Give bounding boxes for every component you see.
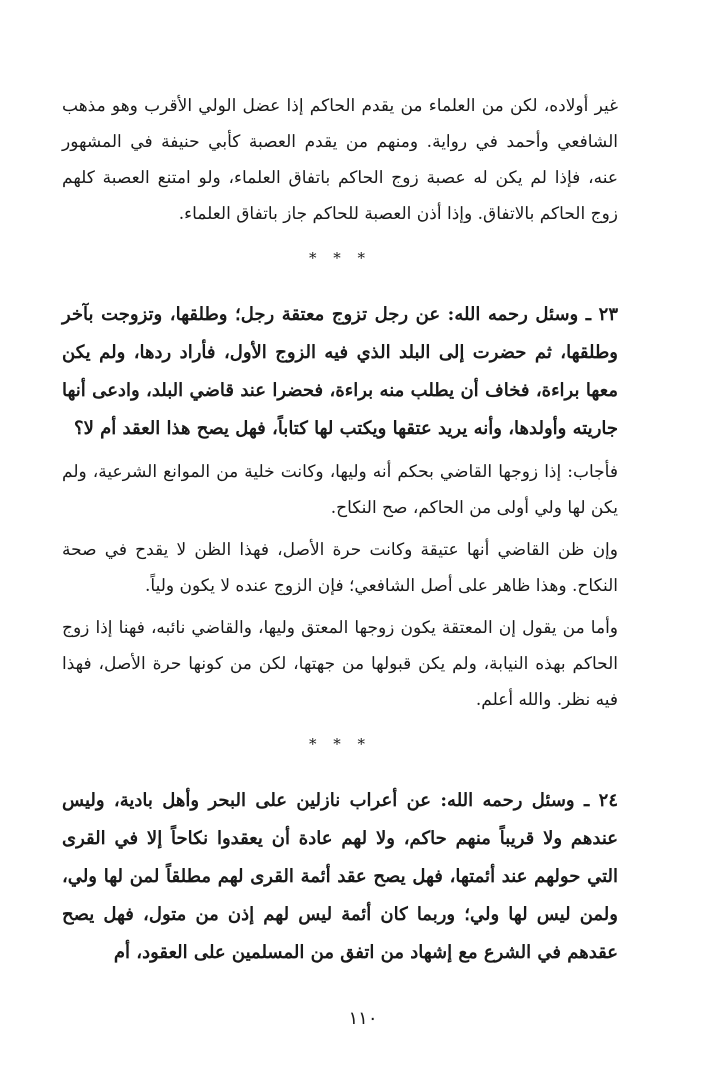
page-number: ١١٠ — [348, 1008, 378, 1029]
section-separator-2: * * * — [308, 735, 372, 753]
answer-paragraph-2: وإن ظن القاضي أنها عتيقة وكانت حرة الأصل، فهذا الظن لا يقدح في صحة النكاح. وهذا ظاهر على أصل الشافعي؛ فإن الزوج عنده لا يكون ولياً. — [62, 540, 618, 596]
answer-paragraph-3: وأما من يقول إن المعتقة يكون زوجها المعتق وليها، والقاضي نائبه، فهنا إذا زوج الحاكم بهذه النيابة، ولم يكن قبولها من جهتها، لكن من كونها حرة الأصل، فهذا فيه نظر. والله أعلم. — [62, 618, 618, 710]
section-separator: * * * — [308, 249, 372, 267]
question-24: ٢٤ ـ وسئل رحمه الله: عن أعراب نازلين على البحر وأهل بادية، وليس عندهم ولا قريباً منهم حاكم، ولا لهم عادة أن يعقدوا نكاحاً إلا في القرى التي حولهم عند أئمتها، فهل يصح عقد أئمة القرى لهم مطلقاً لمن لها ولي، ولمن ليس لها ولي؛ وربما كان أئمة ليس لهم إذن من متول، فهل يصح عقدهم في الشرع مع إشهاد من اتفق من المسلمين على العقود، أم — [62, 790, 618, 963]
question-23: ٢٣ ـ وسئل رحمه الله: عن رجل تزوج معتقة رجل؛ وطلقها، وتزوجت بآخر وطلقها، ثم حضرت إلى البلد الذي فيه الزوج الأول، فأراد ردها، ولم يكن معها براءة، فخاف أن يطلب منه براءة، فحضرا عند قاضي البلد، وادعى أنها جاريته وأولدها، وأنه يريد عتقها ويكتب لها كتاباً، فهل يصح هذا العقد أم لا؟ — [62, 304, 618, 439]
answer-paragraph-1: فأجاب: إذا زوجها القاضي بحكم أنه وليها، وكانت خلية من الموانع الشرعية، ولم يكن لها ولي أولى من الحاكم، صح النكاح. — [62, 462, 618, 518]
paragraph-continuation: غير أولاده، لكن من العلماء من يقدم الحاكم إذا عضل الولي الأقرب وهو مذهب الشافعي وأحمد في رواية. ومنهم من يقدم العصبة كأبي حنيفة في المشهور عنه، فإذا لم يكن له عصبة زوج الحاكم باتفاق العلماء، ولو امتنع العصبة كلهم زوج الحاكم بالاتفاق. وإذا أذن العصبة للحاكم جاز باتفاق العلماء. — [62, 96, 618, 224]
page-body — [62, 88, 618, 972]
